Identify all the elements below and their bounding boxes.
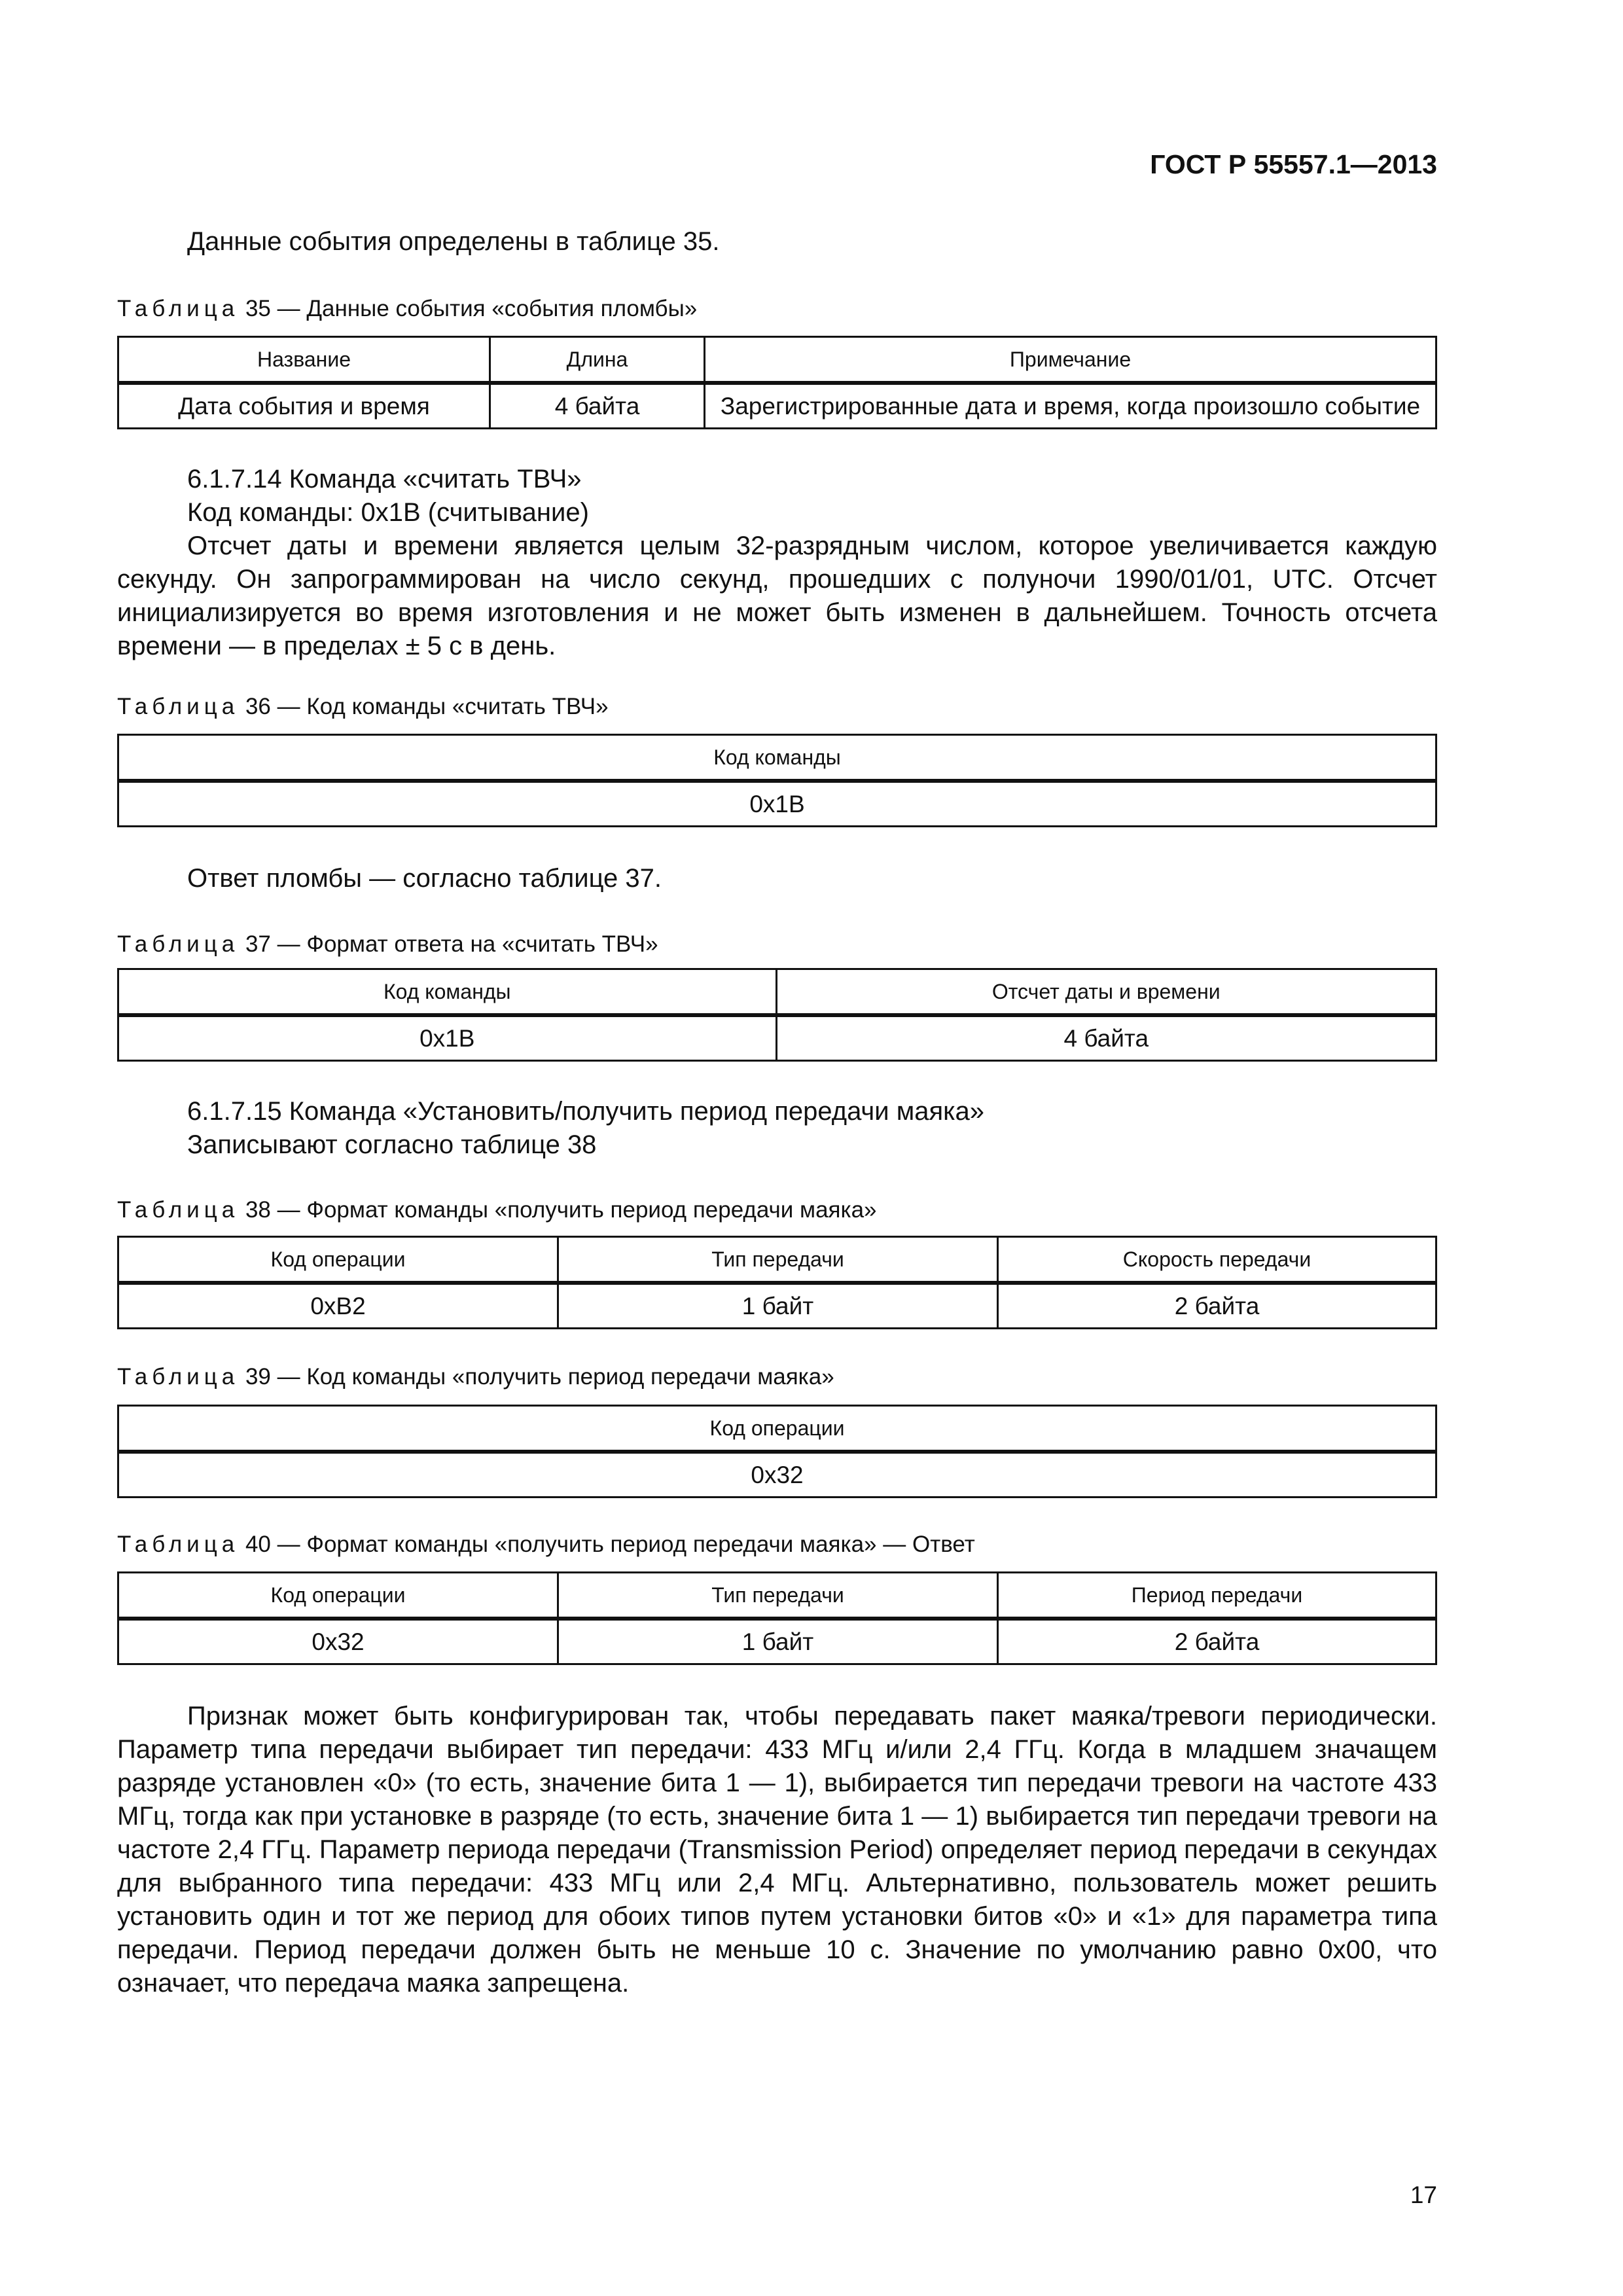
- caption-text: 39 — Код команды «получить период передачи маяка»: [245, 1364, 834, 1390]
- table-row: [119, 1015, 1435, 1060]
- header-cell: Примечание: [705, 338, 1435, 383]
- table-row: [119, 1283, 1435, 1327]
- header-cell: Код операции: [119, 1407, 1435, 1452]
- section-title: 6.1.7.15 Команда «Установить/получить период передачи маяка»: [187, 1097, 985, 1126]
- header-cell: Тип передачи: [559, 1573, 999, 1619]
- header-cell: Отсчет даты и времени: [777, 970, 1436, 1015]
- table-cell: 4 байта: [491, 383, 705, 427]
- header-cell: Код операции: [119, 1238, 559, 1283]
- table-row: [119, 1452, 1435, 1496]
- table-header-row: [119, 736, 1435, 781]
- caption-label: Таблица: [117, 694, 240, 719]
- table-37: [117, 968, 1437, 1062]
- table-cell: Дата события и время: [119, 383, 491, 427]
- caption-label: Таблица: [117, 1532, 240, 1557]
- table-row: [119, 383, 1435, 427]
- caption-label: Таблица: [117, 296, 240, 321]
- command-code-line: Код команды: 0x1B (считывание): [187, 498, 589, 527]
- paragraph-text: Отсчет даты и времени является целым 32-разрядным числом, которое увеличивается каждую секунду. Он запрограммирован на число секунд, прошедших с полуночи 1990/01/01, UTC. Отсчет инициализируется во время изготовления и не может быть изменен в дальнейшем. Точность отсчета времени — в пределах ± 5 с в день.: [117, 531, 1437, 660]
- page-number: 17: [1410, 2181, 1437, 2208]
- caption-text: 38 — Формат команды «получить период передачи маяка»: [245, 1197, 877, 1223]
- table-35: [117, 336, 1437, 429]
- table-header-row: [119, 970, 1435, 1015]
- table-cell: 0x1B: [119, 781, 1435, 825]
- header-cell: Тип передачи: [559, 1238, 999, 1283]
- intro-line: Данные события определены в таблице 35.: [187, 227, 720, 256]
- table-cell: 0x32: [119, 1452, 1435, 1496]
- section-paragraph: [117, 529, 1437, 663]
- final-paragraph: [117, 1700, 1437, 2000]
- table-cell: 1 байт: [559, 1619, 999, 1663]
- table-cell: 0x1B: [119, 1015, 777, 1060]
- table-cell: 0xB2: [119, 1283, 559, 1327]
- header-cell: Код команды: [119, 970, 777, 1015]
- section-line: Записывают согласно таблице 38: [187, 1130, 597, 1159]
- caption-text: 37 — Формат ответа на «считать ТВЧ»: [245, 931, 658, 957]
- table-cell: 2 байта: [999, 1283, 1435, 1327]
- table-40: [117, 1571, 1437, 1665]
- table-37-caption: [117, 930, 658, 959]
- header-cell: Код операции: [119, 1573, 559, 1619]
- caption-text: 40 — Формат команды «получить период передачи маяка» — Ответ: [245, 1532, 975, 1557]
- header-cell: Код команды: [119, 736, 1435, 781]
- table-35-caption: [117, 295, 697, 323]
- table-39-caption: [117, 1363, 834, 1391]
- caption-text: 36 — Код команды «считать ТВЧ»: [245, 694, 609, 719]
- table-row: [119, 781, 1435, 825]
- response-line: Ответ пломбы — согласно таблице 37.: [187, 864, 662, 893]
- table-cell: 0x32: [119, 1619, 559, 1663]
- table-36-caption: [117, 692, 609, 721]
- table-row: [119, 1619, 1435, 1663]
- header-cell: Период передачи: [999, 1573, 1435, 1619]
- caption-label: Таблица: [117, 1364, 240, 1390]
- caption-label: Таблица: [117, 931, 240, 957]
- header-cell: Скорость передачи: [999, 1238, 1435, 1283]
- table-cell: Зарегистрированные дата и время, когда произошло событие: [705, 383, 1435, 427]
- table-header-row: [119, 338, 1435, 383]
- paragraph-text: Признак может быть конфигурирован так, чтобы передавать пакет маяка/тревоги периодически. Параметр типа передачи выбирает тип передачи: 433 МГц и/или 2,4 ГГц. Когда в младшем значащем разряде установлен «0» (то есть, значение бита 1 — 1), выбирается тип передачи тревоги на частоте 433 МГц, тогда как при установке в разряде (то есть, значение бита 1 — 1) выбирается тип передачи тревоги на частоте 2,4 ГГц. Параметр периода передачи (Transmission Period) определяет период передачи в секундах для выбранного типа передачи: 433 МГц или 2,4 МГц. Альтернативно, пользователь может решить установить один и тот же период для обоих типов путем установки битов «0» и «1» для параметра типа передачи. Период передачи должен быть не меньше 10 с. Значение по умолчанию равно 0x00, что означает, что передача маяка запрещена.: [117, 1702, 1437, 1998]
- table-header-row: [119, 1407, 1435, 1452]
- table-cell: 2 байта: [999, 1619, 1435, 1663]
- section-title: 6.1.7.14 Команда «считать ТВЧ»: [187, 465, 582, 493]
- table-cell: 4 байта: [777, 1015, 1436, 1060]
- caption-text: 35 — Данные события «события пломбы»: [245, 296, 698, 321]
- caption-label: Таблица: [117, 1197, 240, 1223]
- header-cell: Название: [119, 338, 491, 383]
- table-39: [117, 1405, 1437, 1498]
- table-cell: 1 байт: [559, 1283, 999, 1327]
- table-36: [117, 734, 1437, 827]
- table-38: [117, 1236, 1437, 1329]
- header-cell: Длина: [491, 338, 705, 383]
- table-38-caption: [117, 1196, 877, 1225]
- document-id: ГОСТ Р 55557.1—2013: [1150, 149, 1437, 179]
- table-header-row: [119, 1238, 1435, 1283]
- table-header-row: [119, 1573, 1435, 1619]
- table-40-caption: [117, 1530, 975, 1559]
